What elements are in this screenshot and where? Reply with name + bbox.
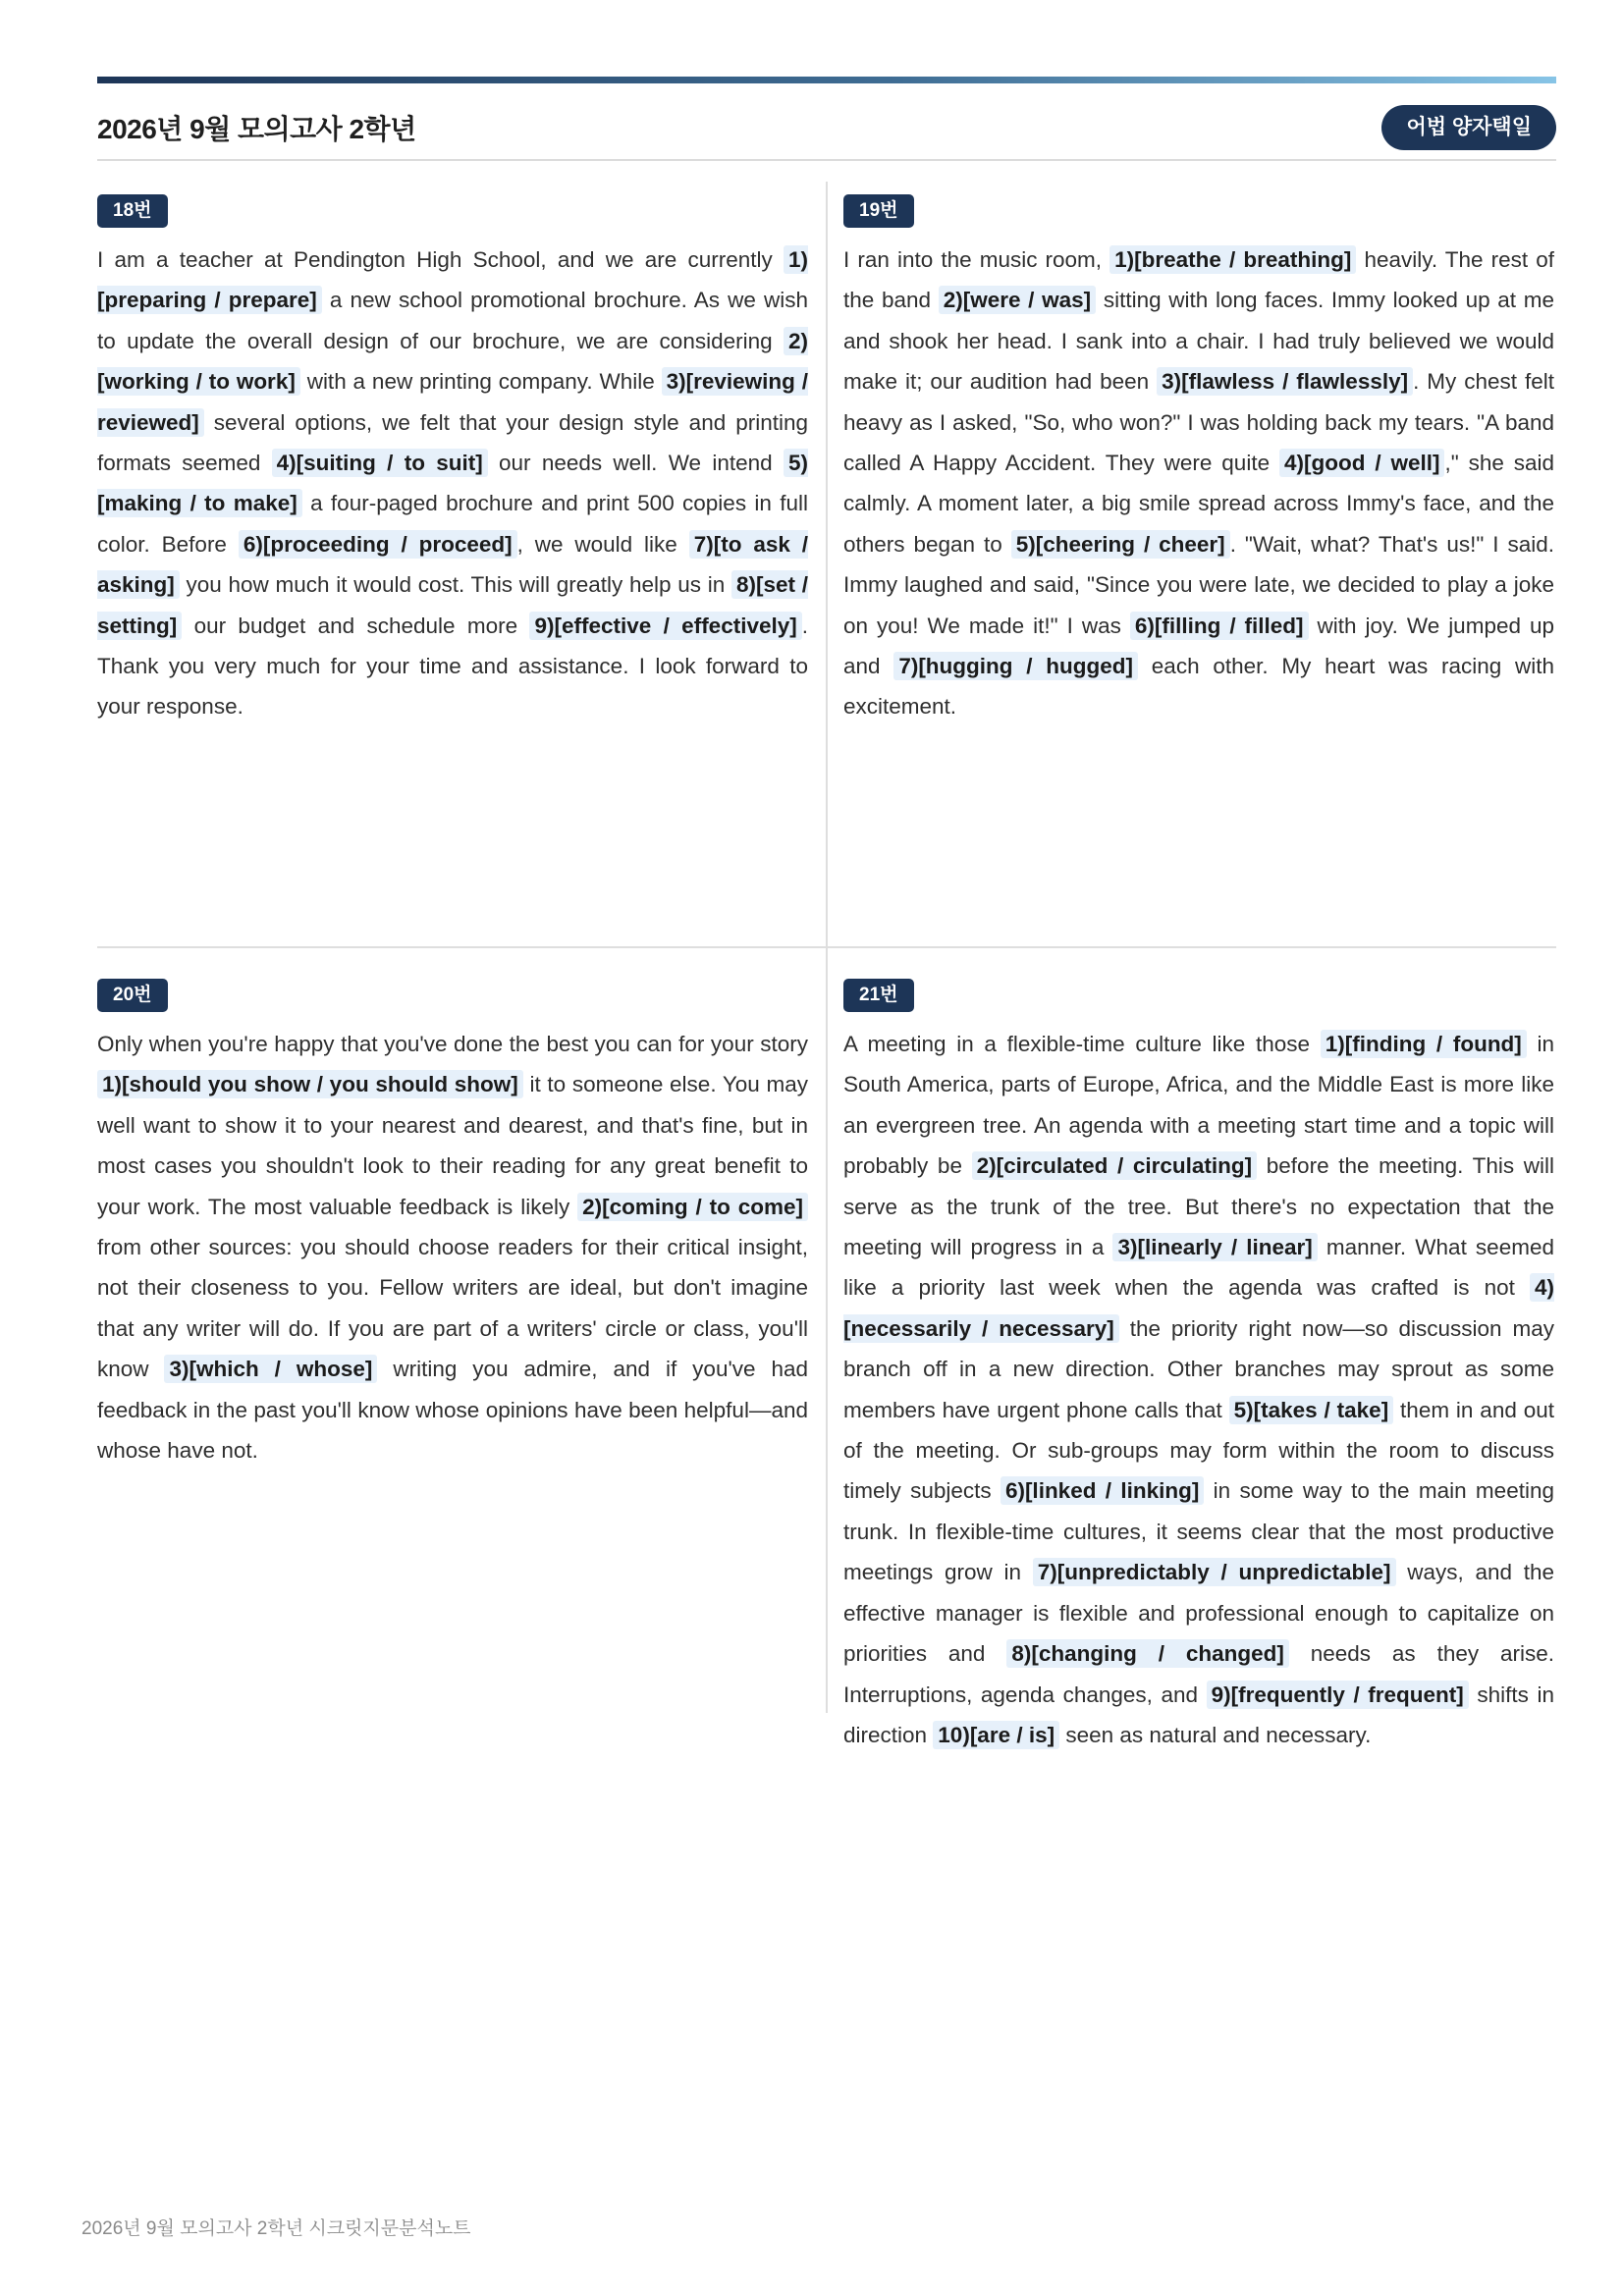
grammar-choice: 2)[working / to work]: [97, 328, 808, 395]
grammar-choice: 3)[linearly / linear]: [1112, 1233, 1317, 1261]
question-20-section: [97, 979, 808, 1470]
grammar-choice: 4)[suiting / to suit]: [272, 449, 488, 477]
passage-segment: writing you admire, and if you've had feedback in the past you'll know whose opinions have been helpful—and whose have not.: [97, 1357, 809, 1464]
passage-segment: several options, we felt that your design style and printing formats seemed: [97, 409, 808, 476]
question-number-badge: 21번: [843, 979, 914, 1012]
grammar-choice: 7)[hugging / hugged]: [893, 652, 1138, 680]
page-title: 2026년 9월 모의고사 2학년: [97, 114, 416, 144]
row-divider: [97, 946, 1556, 948]
passage-segment: A meeting in a flexible-time culture like those: [843, 1032, 1321, 1056]
passage-segment: Only when you're happy that you've done the best you can for your story: [97, 1032, 808, 1056]
passage-segment: ways, and the effective manager is flexible and professional enough to capitalize on priorities and: [843, 1560, 1554, 1667]
top-accent-bar: [97, 77, 1556, 83]
passage-segment: heavily. The rest of the band: [843, 247, 1554, 313]
passage-segment: I ran into the music room,: [843, 247, 1110, 272]
passage-segment: shifts in direction: [843, 1682, 1554, 1747]
passage-text: [97, 1024, 808, 1470]
grammar-choice: 9)[frequently / frequent]: [1207, 1681, 1469, 1709]
passage-segment: each other. My heart was racing with excitement.: [843, 654, 1555, 720]
grammar-choice: 1)[should you show / you should show]: [97, 1070, 523, 1098]
passage-segment: with a new printing company. While: [299, 369, 662, 395]
passage-segment: needs as they arise. Interruptions, agenda changes, and: [843, 1641, 1554, 1707]
grammar-choice: 5)[cheering / cheer]: [1011, 530, 1230, 559]
passage-segment: them in and out of the meeting. Or sub-groups may form within the room to discuss timely subjects: [843, 1397, 1554, 1504]
passage-text: [843, 1024, 1554, 1755]
passage-text: [843, 240, 1554, 727]
grammar-choice: 3)[flawless / flawlessly]: [1157, 367, 1413, 396]
passage-segment: in South America, parts of Europe, Africa, and the Middle East is more like an evergreen tree. An agenda with a meeting start time and a topic will probably be: [843, 1032, 1554, 1179]
passage-segment: it to someone else. You may well want to show it to your nearest and dearest, and that's fine, but in most cases you shouldn't look to their reading for any great benefit to your work. The most valuable feedback is likely: [97, 1072, 808, 1219]
grammar-choice: 4)[necessarily / necessary]: [843, 1275, 1554, 1341]
passage-segment: our budget and schedule more: [182, 613, 530, 638]
grammar-choice: 6)[proceeding / proceed]: [239, 530, 517, 559]
passage-text: [97, 240, 808, 727]
passage-segment: a four-paged brochure and print 500 copies in full color. Before: [97, 491, 808, 557]
passage-segment: before the meeting. This will serve as the trunk of the tree. But there's no expectation that the meeting will progress in a: [843, 1153, 1554, 1260]
page-header: [97, 96, 1556, 161]
passage-segment: . "Wait, what? That's us!" I said. Immy laughed and said, "Since you were late, we decided to play a joke on you! We made it!" I was: [843, 531, 1554, 638]
grammar-choice: 2)[were / was]: [939, 286, 1096, 314]
grammar-choice: 4)[good / well]: [1279, 449, 1445, 477]
grammar-choice: 5)[takes / take]: [1229, 1396, 1394, 1424]
question-number-badge: 18번: [97, 194, 168, 228]
grammar-choice: 5)[making / to make]: [97, 451, 808, 516]
question-number-badge: 20번: [97, 979, 168, 1012]
question-19-section: [843, 194, 1554, 727]
question-type-badge: 어법 양자택일: [1381, 105, 1556, 150]
passage-segment: ," she said calmly. A moment later, a big smile spread across Immy's face, and the others began to: [843, 451, 1555, 557]
grammar-choice: 7)[unpredictably / unpredictable]: [1033, 1558, 1396, 1586]
grammar-choice: 7)[to ask / asking]: [97, 531, 808, 598]
question-number-badge: 19번: [843, 194, 914, 228]
passage-segment: seen as natural and necessary.: [1059, 1722, 1372, 1747]
passage-segment: . My chest felt heavy as I asked, "So, who won?" I was holding back my tears. "A band called A Happy Accident. They were quite: [843, 369, 1554, 476]
passage-segment: . Thank you very much for your time and assistance. I look forward to your response.: [97, 613, 809, 720]
grammar-choice: 1)[breathe / breathing]: [1109, 245, 1356, 274]
page-footer: 2026년 9월 모의고사 2학년 시크릿지문분석노트: [81, 2218, 471, 2239]
grammar-choice: 10)[are / is]: [933, 1721, 1059, 1749]
passage-segment: sitting with long faces. Immy looked up at me and shook her head. I sank into a chair. I had truly believed we would make it; our audition had been: [843, 288, 1554, 395]
grammar-choice: 9)[effective / effectively]: [529, 612, 801, 640]
passage-segment: our needs well. We intend: [487, 451, 784, 476]
passage-segment: you how much it would cost. This will greatly help us in: [179, 572, 731, 598]
question-21-section: [843, 979, 1554, 1755]
passage-segment: a new school promotional brochure. As we wish to update the overall design of our brochure, we are considering: [97, 288, 809, 353]
grammar-choice: 2)[coming / to come]: [577, 1193, 808, 1221]
grammar-choice: 1)[finding / found]: [1321, 1030, 1527, 1058]
passage-segment: in some way to the main meeting trunk. In flexible-time cultures, it seems clear that the most productive meetings grow in: [843, 1478, 1554, 1585]
grammar-choice: 8)[changing / changed]: [1006, 1639, 1289, 1668]
grammar-choice: 2)[circulated / circulating]: [972, 1151, 1258, 1180]
question-18-section: [97, 194, 808, 727]
grammar-choice: 6)[linked / linking]: [1001, 1476, 1204, 1505]
grammar-choice: 3)[reviewing / reviewed]: [97, 369, 808, 435]
grammar-choice: 6)[filling / filled]: [1130, 612, 1309, 640]
passage-segment: with joy. We jumped up and: [843, 613, 1554, 679]
passage-segment: I am a teacher at Pendington High School, and we are currently: [97, 247, 784, 272]
grammar-choice: 1)[preparing / prepare]: [97, 247, 808, 313]
passage-segment: , we would like: [516, 531, 689, 557]
grammar-choice: 8)[set / setting]: [97, 572, 808, 638]
passage-segment: the priority right now—so discussion may branch off in a new direction. Other branches may sprout as some members have urgent phone calls that: [843, 1315, 1554, 1422]
grammar-choice: 3)[which / whose]: [164, 1355, 377, 1383]
passage-segment: manner. What seemed like a priority last week when the agenda was crafted is not: [843, 1235, 1554, 1301]
passage-segment: from other sources: you should choose readers for their critical insight, not their closeness to you. Fellow writers are ideal, but don't imagine that any writer will do. If you are part of a writers' circle or class, you'll know: [97, 1235, 808, 1382]
